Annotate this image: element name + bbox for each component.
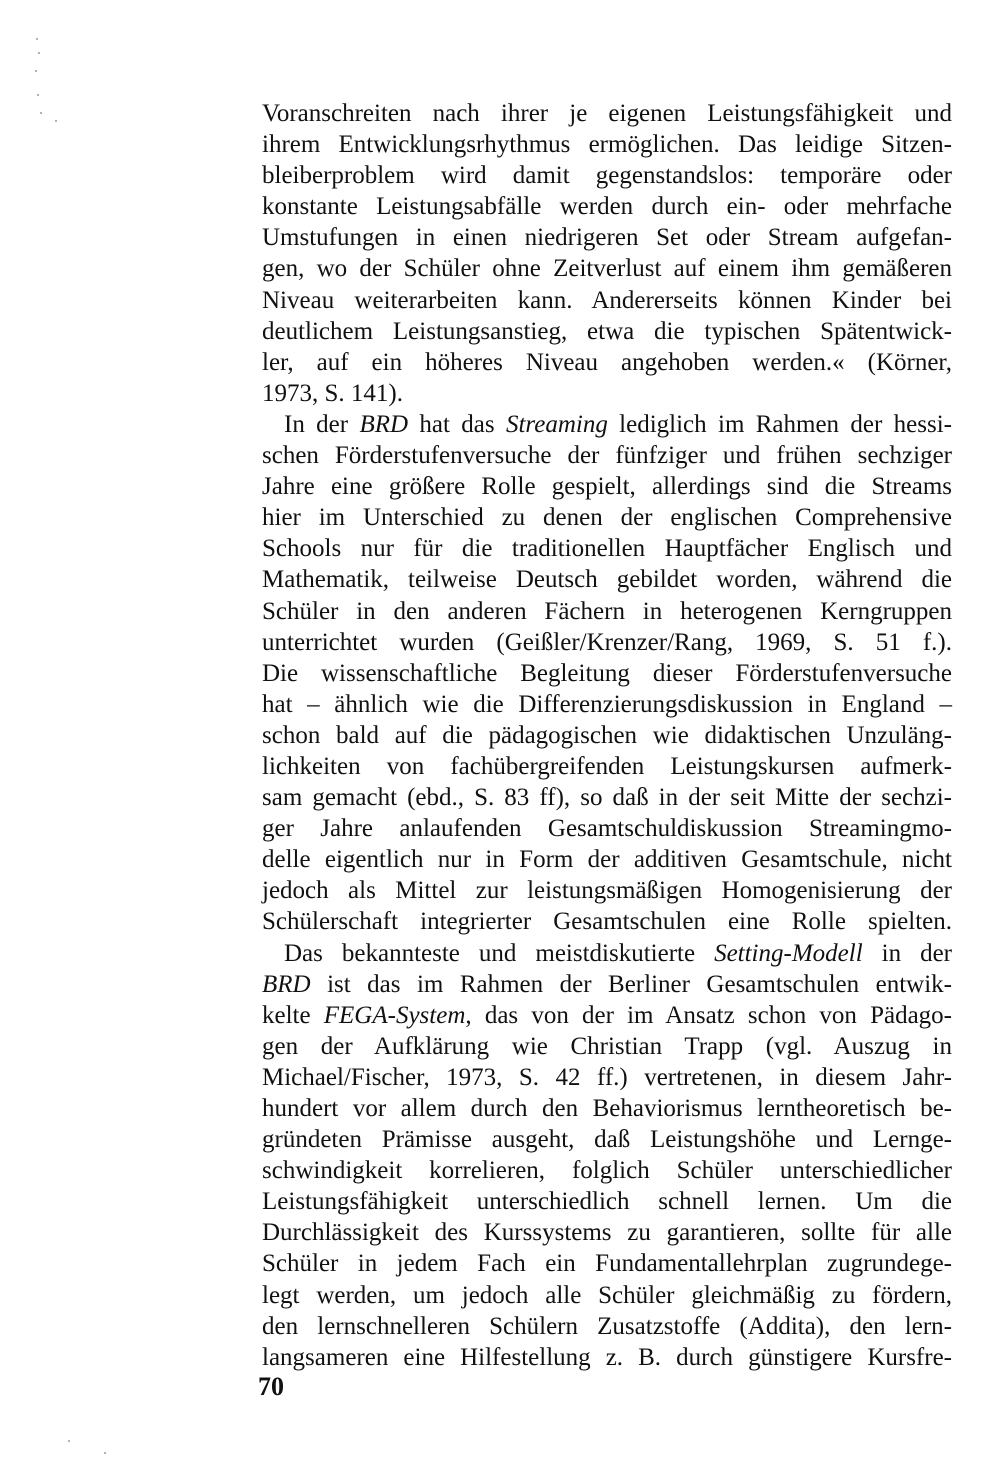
body-text <box>262 98 952 1373</box>
paragraph-3 <box>262 938 952 1373</box>
text-line: Leistungsfähigkeit unterschiedlich schnell lernen. Um die <box>262 1188 952 1216</box>
text-line: In der BRD hat das Streaming lediglich im Rahmen der hessi- <box>284 410 952 438</box>
text-line: Schülerschaft integrierter Gesamtschulen eine Rolle spielten. <box>262 908 952 936</box>
text-line: Das bekannteste und meistdiskutierte Setting-Modell in der <box>284 939 952 967</box>
text-line: schon bald auf die pädagogischen wie didaktischen Unzuläng- <box>262 721 952 749</box>
text-line: legt werden, um jedoch alle Schüler gleichmäßig zu fördern, <box>262 1281 952 1309</box>
paragraph-2 <box>262 409 952 938</box>
text-line: Mathematik, teilweise Deutsch gebildet worden, während die <box>262 566 952 594</box>
text-line: ler, auf ein höheres Niveau angehoben werden.« (Körner, <box>262 348 952 376</box>
page-number: 70 <box>258 1372 284 1401</box>
text-line: schen Förderstufenversuche der fünfziger und frühen sechziger <box>262 442 952 470</box>
text-line: hier im Unterschied zu denen der englischen Comprehensive <box>262 504 952 532</box>
text-line: langsameren eine Hilfestellung z. B. durch günstigere Kursfre- <box>262 1343 952 1371</box>
text-line: Schüler in jedem Fach ein Fundamentallehrplan zugrundege- <box>262 1250 952 1278</box>
text-line: ger Jahre anlaufenden Gesamtschuldiskussion Streamingmo- <box>262 815 952 843</box>
text-line: Umstufungen in einen niedrigeren Set oder Stream aufgefan- <box>262 224 952 252</box>
scan-speck <box>40 112 42 114</box>
scan-speck <box>104 1452 106 1454</box>
text-line: delle eigentlich nur in Form der additiven Gesamtschule, nicht <box>262 846 952 874</box>
text-line: jedoch als Mittel zur leistungsmäßigen Homogenisierung der <box>262 877 952 905</box>
text-line: konstante Leistungsabfälle werden durch ein- oder mehrfache <box>262 193 952 221</box>
text-line: BRD ist das im Rahmen der Berliner Gesamtschulen entwik- <box>262 970 952 998</box>
text-line: gen, wo der Schüler ohne Zeitverlust auf einem ihm gemäßeren <box>262 255 952 283</box>
text-line: Jahre eine größere Rolle gespielt, allerdings sind die Streams <box>262 473 952 501</box>
scan-speck <box>38 52 40 54</box>
scan-speck <box>68 1440 70 1442</box>
text-line: Voranschreiten nach ihrer je eigenen Leistungsfähigkeit und <box>262 100 952 127</box>
text-line: bleiberproblem wird damit gegenstandslos: temporäre oder <box>262 162 952 190</box>
text-line: gründeten Prämisse ausgeht, daß Leistungshöhe und Lernge- <box>262 1126 952 1154</box>
text-line: deutlichem Leistungsanstieg, etwa die typischen Spätentwick- <box>262 317 952 345</box>
text-line: lichkeiten von fachübergreifenden Leistungskursen aufmerk- <box>262 752 952 780</box>
text-line: schwindigkeit korrelieren, folglich Schüler unterschiedlicher <box>262 1157 952 1185</box>
text-line: Die wissenschaftliche Begleitung dieser Förderstufenversuche <box>262 659 952 687</box>
text-line: ihrem Entwicklungsrhythmus ermöglichen. Das leidige Sitzen- <box>262 131 952 159</box>
text-line: unterrichtet wurden (Geißler/Krenzer/Rang, 1969, S. 51 f.). <box>262 628 952 656</box>
scan-speck <box>55 120 57 122</box>
text-line: Schools nur für die traditionellen Hauptfächer Englisch und <box>262 535 952 563</box>
text-line: Durchlässigkeit des Kurssystems zu garantieren, sollte für alle <box>262 1219 952 1247</box>
text-line: 1973, S. 141). <box>262 379 403 407</box>
text-line: sam gemacht (ebd., S. 83 ff), so daß in der seit Mitte der sechzi- <box>262 784 952 812</box>
text-line: kelte FEGA-System, das von der im Ansatz schon von Pädago- <box>262 1001 952 1029</box>
paragraph-1 <box>262 98 952 409</box>
scan-speck <box>37 94 39 96</box>
text-line: den lernschnelleren Schülern Zusatzstoffe (Addita), den lern- <box>262 1312 952 1340</box>
text-line: Michael/Fischer, 1973, S. 42 ff.) vertretenen, in diesem Jahr- <box>262 1063 952 1091</box>
text-line: Schüler in den anderen Fächern in heterogenen Kerngruppen <box>262 597 952 625</box>
scan-speck <box>35 70 37 72</box>
scan-speck <box>36 38 38 40</box>
text-line: gen der Aufklärung wie Christian Trapp (vgl. Auszug in <box>262 1032 952 1060</box>
text-line: hundert vor allem durch den Behaviorismus lerntheoretisch be- <box>262 1095 952 1122</box>
text-line: Niveau weiterarbeiten kann. Andererseits können Kinder bei <box>262 286 952 314</box>
text-line: hat – ähnlich wie die Differenzierungsdiskussion in England – <box>262 690 952 718</box>
